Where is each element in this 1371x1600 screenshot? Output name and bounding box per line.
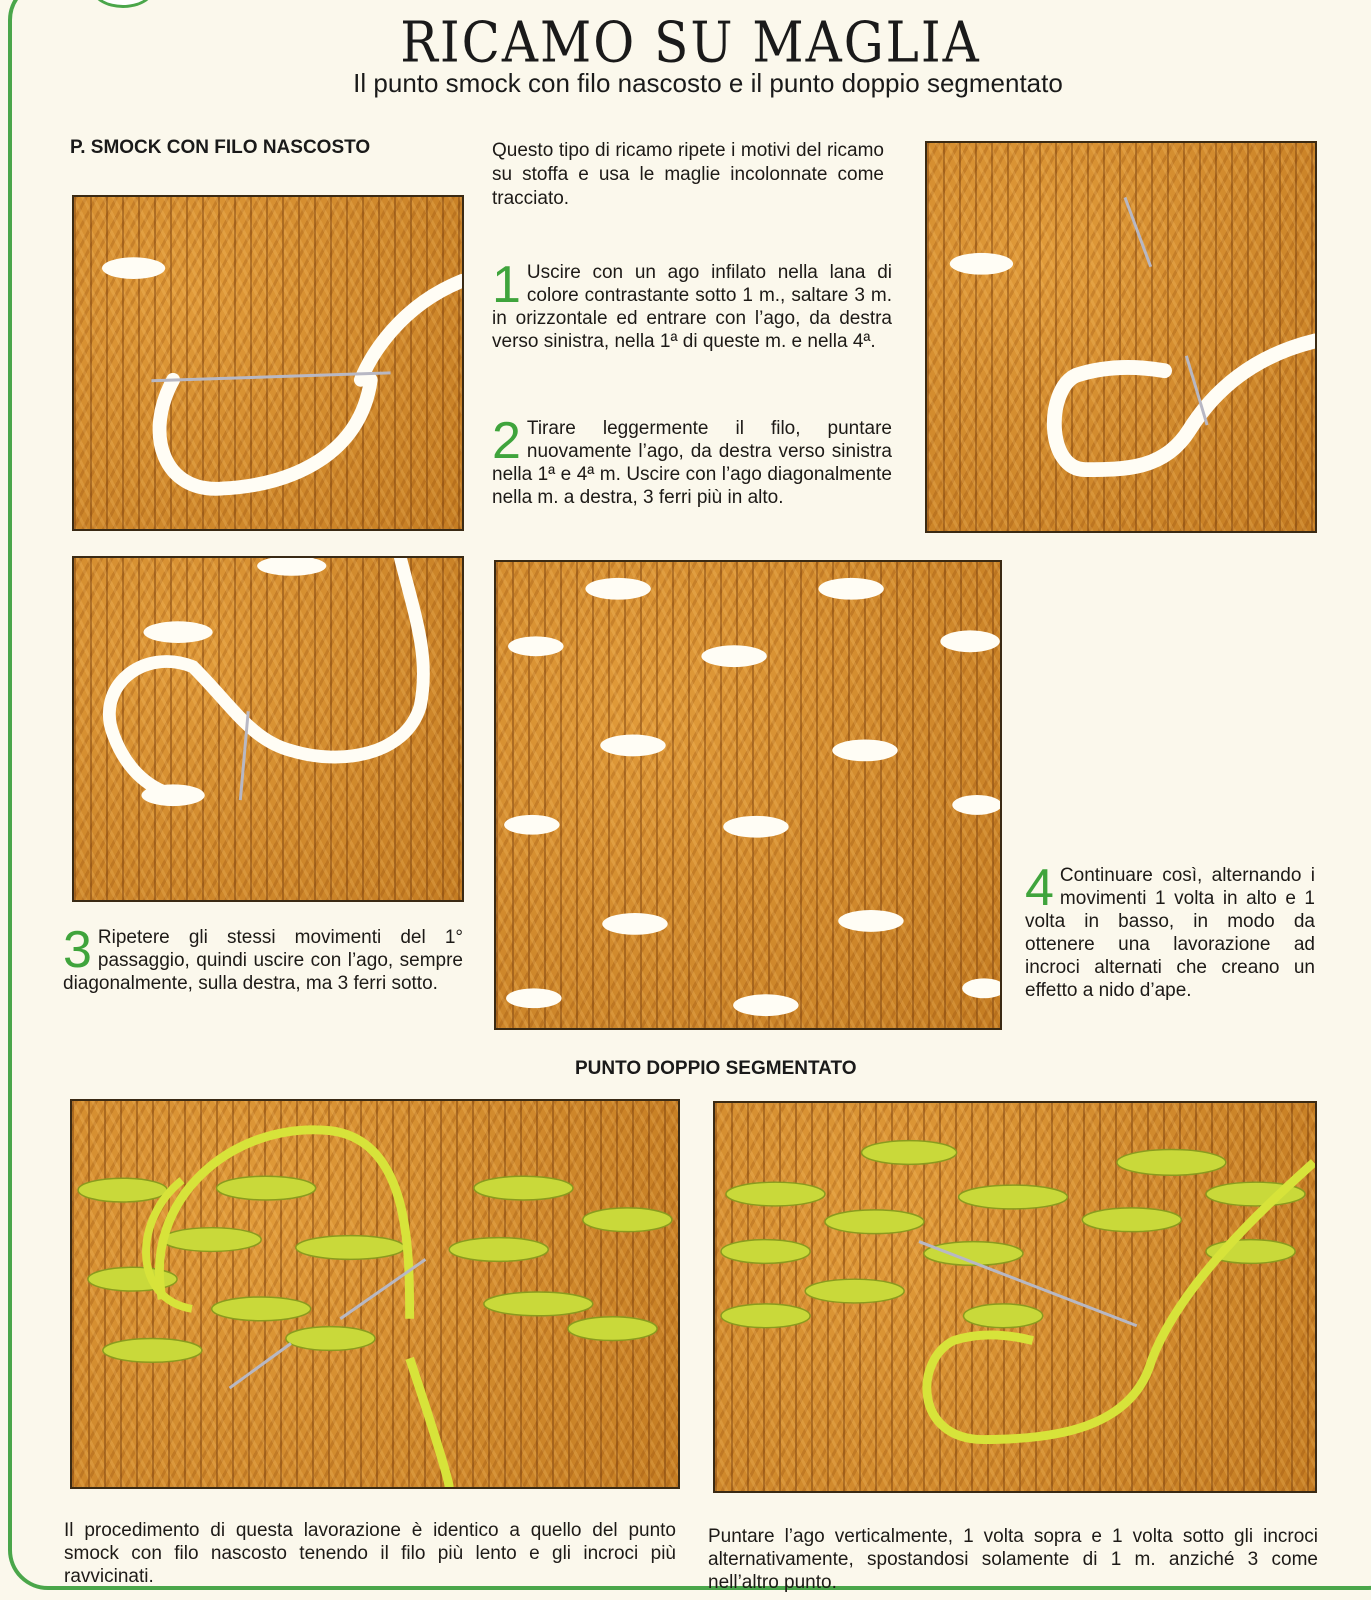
caption-doppio-left: Il procedimento di questa lavorazione è identico a quello del punto smock con filo nascosto tenendo il filo più lento e gli incroci più ravvicinati. bbox=[64, 1520, 676, 1587]
step-text: Uscire con un ago infilato nella lana di colore contrastante sotto 1 m., saltare 3 m. in orizzontale ed entrare con l’ago, da destra verso sinistra, nella 1ª di queste m. e nella 4ª. bbox=[492, 262, 892, 352]
photo-step-4-result bbox=[494, 560, 1002, 1030]
photo-step-3 bbox=[72, 556, 464, 902]
step-text: Ripetere gli stessi movimenti del 1° passaggio, quindi uscire con l’ago, sempre diagonalmente, sulla destra, ma 3 ferri sotto. bbox=[63, 927, 463, 994]
photo-step-2-illustration bbox=[927, 143, 1315, 531]
photo-doppio-right-illustration bbox=[715, 1103, 1315, 1491]
step-text: Continuare così, alternando i movimenti 1 volta in alto e 1 volta in basso, in modo da ottenere una lavorazione ad incroci alternati che creano un effetto a nido d’ape. bbox=[1025, 865, 1315, 1001]
photo-step-4-illustration bbox=[496, 562, 1000, 1028]
section-heading-doppio: PUNTO DOPPIO SEGMENTATO bbox=[575, 1058, 857, 1079]
step-3 bbox=[63, 921, 463, 995]
step-number: 3 bbox=[63, 921, 92, 979]
step-text: Tirare leggermente il filo, puntare nuovamente l’ago, da destra verso sinistra nella 1ª e 4ª m. Uscire con l’ago diagonalmente nella m. a destra, 3 ferri più in alto. bbox=[492, 418, 892, 508]
photo-doppio-right bbox=[713, 1101, 1317, 1493]
page-subtitle: Il punto smock con filo nascosto e il punto doppio segmentato bbox=[353, 68, 1063, 98]
photo-doppio-left bbox=[70, 1099, 680, 1489]
step-number: 1 bbox=[492, 256, 521, 314]
photo-doppio-left-illustration bbox=[72, 1101, 678, 1487]
section-heading-smock: P. SMOCK CON FILO NASCOSTO bbox=[70, 137, 371, 158]
step-1 bbox=[492, 256, 892, 353]
page-title: RICAMO SU MAGLIA bbox=[400, 10, 981, 75]
caption-doppio-right: Puntare l’ago verticalmente, 1 volta sopra e 1 volta sotto gli incroci alternativamente, spostandosi solamente di 1 m. anziché 3 come nell’altro punto. bbox=[708, 1526, 1318, 1593]
photo-step-1-illustration bbox=[74, 197, 462, 529]
intro-text: Questo tipo di ricamo ripete i motivi del ricamo su stoffa e usa le maglie incolonnate come tracciato. bbox=[492, 140, 884, 209]
step-2 bbox=[492, 412, 892, 509]
photo-step-3-illustration bbox=[74, 558, 462, 900]
photo-step-2 bbox=[925, 141, 1317, 533]
step-number: 4 bbox=[1025, 859, 1054, 917]
step-number: 2 bbox=[492, 412, 521, 470]
photo-step-1 bbox=[72, 195, 464, 531]
step-4 bbox=[1025, 859, 1315, 1002]
